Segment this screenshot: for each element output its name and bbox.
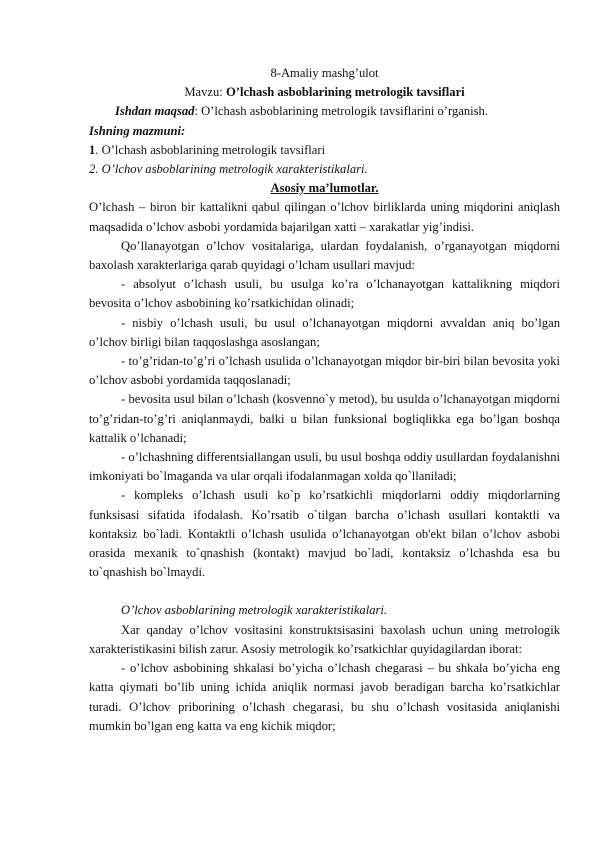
- aim-line: [89, 102, 560, 121]
- method-item: - o’lchashning differentsiallangan usuli, bu usul boshqa oddiy usullardan foydalanishni imkoniyati bo`lmaganda va ular orqali ifodalanmagan xolda qo`llaniladi;: [89, 450, 560, 484]
- page-title: 8-Amaliy mashg’ulot: [270, 66, 379, 80]
- topic-line: [89, 83, 560, 102]
- characteristics-paragraph: Xar qanday o’lchov vositasini konstruktsisasini baxolash uchun uning metrologik xarakteristikasini bilish zarur. Asosiy metrologik ko’rsatkichlar quyidagilardan iborat:: [89, 622, 560, 656]
- method-item: - kompleks o’lchash usuli ko`p ko’rsatkichli miqdorlarni oddiy miqdorlarning funksisasi sifatida ifodalash. Ko’rsatib o`tilgan barcha o’lchash usullari kontaktli va kontaksiz bo`ladi. Kontaktli o’lchash usulida o’lchanayotgan ob'ekt bilan o’lchov asbobi orasida mexanik to`qnashish (kontakt) mavjud bo`ladi, kontaksiz o’lchashda esa bu to`qnashish bo`lmaydi.: [89, 488, 560, 580]
- content-item-1-text: . O’lchash asboblarining metrologik tavsiflari: [95, 142, 326, 157]
- method-item: - absolyut o’lchash usuli, bu usulga ko’ra o’lchanayotgan kattalikning miqdori bevosita o’lchov asbobining ko’rsatkichidan olinadi;: [89, 277, 560, 311]
- aim-label: Ishdan maqsad: [115, 104, 195, 119]
- content-item-1-number: 1: [89, 142, 96, 157]
- method-item: - bevosita usul bilan o’lchash (kosvenno`y metod), bu usulda o’lchanayotgan miqdorni to’g’ridan-to’g’ri aniqlanmaydi, balki u bilan funksional bogliqlikka ega bo’lgan boshqa kattalik o’lchanadi;: [89, 392, 560, 445]
- methods-intro-paragraph: Qo’llanayotgan o’lchov vositalariga, ulardan foydalanish, o’rganayotgan miqdorni baxolash xarakterlariga qarab quyidagi o’lcham usullari mavjud:: [89, 238, 560, 273]
- content-label: Ishning mazmuni:: [89, 123, 186, 138]
- topic-title: O’lchash asboblarining metrologik tavsiflari: [225, 85, 465, 100]
- definition-paragraph: O’lchash – biron bir kattalikni qabul qilingan o’lchov birliklarda uning miqdorini aniqlash maqsadida o’lchov asbobi yordamida bajarilgan xatti – xarakatlar yig’indisi.: [89, 200, 560, 234]
- aim-text: : O’lchash asboblarining metrologik tavsiflarini o’rganish.: [194, 104, 488, 119]
- section-heading-main-info: Asosiy ma’lumotlar.: [270, 181, 379, 196]
- topic-prefix: Mavzu:: [184, 85, 226, 100]
- method-item: - to’g’ridan-to’g’ri o’lchash usulida o’lchanayotgan miqdor bir-biri bilan bevosita yoki o’lchov asbobi yordamida taqqoslanadi;: [89, 354, 560, 388]
- paragraph-spacer: [89, 582, 560, 601]
- content-item-1: [89, 141, 560, 160]
- method-item: - nisbiy o’lchash usuli, bu usul o’lchanayotgan miqdorni avvaldan aniq bo’lgan o’lchov birligi bilan taqqoslashga asoslangan;: [89, 315, 560, 349]
- characteristics-item: - o’lchov asbobining shkalasi bo’yicha o’lchash chegarasi – bu shkala bo’yicha eng katta qiymati bo’lib uning ichida aniqlik normasi javob beradigan barcha ko’rsatkichlar turadi. O’lchov priborining o’lchash chegarasi, bu shu o’lchash vositasida aniqlanishi mumkin bo’lgan eng katta va eng kichik miqdor;: [89, 661, 560, 733]
- document-body: [89, 64, 560, 736]
- content-item-2: 2. O’lchov asboblarining metrologik xarakteristikalari.: [89, 162, 368, 177]
- section-heading-characteristics: O’lchov asboblarining metrologik xarakteristikalari.: [121, 603, 388, 618]
